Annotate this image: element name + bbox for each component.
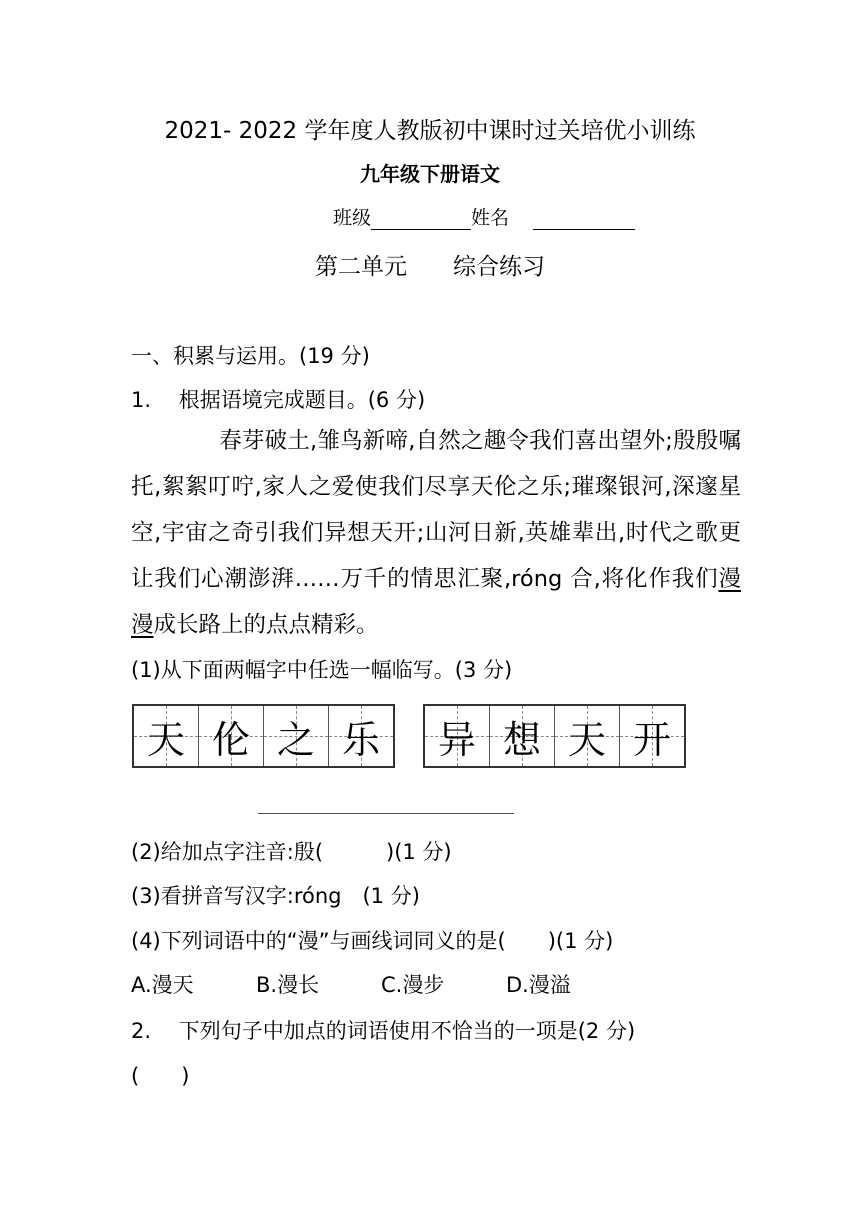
question-2-answer: ( ) bbox=[131, 1064, 190, 1088]
student-info-fields bbox=[333, 203, 635, 230]
sub-question-1: (1)从下面两幅字中任选一幅临写。(3 分) bbox=[131, 658, 513, 682]
class-label: 班级 bbox=[333, 207, 372, 229]
sub-question-2: (2)给加点字注音:殷( )(1 分) bbox=[131, 840, 452, 864]
unit-heading: 第二单元 综合练习 bbox=[315, 254, 545, 280]
document-subtitle: 九年级下册语文 bbox=[360, 162, 500, 186]
grid-cell: 想 bbox=[490, 706, 555, 766]
underlined-word: 漫漫 bbox=[131, 566, 741, 638]
grid-cell: 之 bbox=[264, 706, 329, 766]
question-1-title: 1. 根据语境完成题目。(6 分) bbox=[131, 388, 426, 412]
sub-question-3: (3)看拼音写汉字:róng (1 分) bbox=[131, 884, 420, 908]
option-d: D.漫溢 bbox=[506, 973, 571, 997]
document-title: 2021- 2022 学年度人教版初中课时过关培优小训练 bbox=[164, 118, 696, 144]
passage-text-end: 成长路上的点点精彩。 bbox=[153, 612, 379, 638]
grid-cell: 天 bbox=[555, 706, 620, 766]
grid-cell: 异 bbox=[425, 706, 490, 766]
options-row bbox=[131, 969, 571, 999]
grid-cell: 开 bbox=[620, 706, 684, 766]
option-c: C.漫步 bbox=[381, 973, 445, 997]
sub-question-4: (4)下列词语中的“漫”与画线词同义的是( )(1 分) bbox=[131, 929, 614, 953]
passage bbox=[131, 418, 741, 648]
copy-grid-2 bbox=[423, 704, 686, 768]
option-a: A.漫天 bbox=[131, 973, 194, 997]
grid-cell: 伦 bbox=[199, 706, 264, 766]
name-blank[interactable] bbox=[533, 207, 635, 230]
passage-text: 春芽破土,雏鸟新啼,自然之趣令我们喜出望外;殷殷嘱托,絮絮叮咛,家人之爱使我们尽享天伦之乐;璀璨银河,深邃星空,宇宙之奇引我们异想天开;山河日新,英雄辈出,时代之歌更让我们心潮澎湃……万千的情思汇聚,róng 合,将化作我们 bbox=[131, 428, 741, 592]
copy-grid-1 bbox=[132, 704, 395, 768]
answer-line[interactable] bbox=[258, 813, 514, 814]
question-2-title: 2. 下列句子中加点的词语使用不恰当的一项是(2 分) bbox=[131, 1019, 636, 1043]
name-label: 姓名 bbox=[471, 207, 510, 229]
grid-cell: 乐 bbox=[329, 706, 393, 766]
class-blank[interactable] bbox=[371, 207, 471, 230]
grid-cell: 天 bbox=[134, 706, 199, 766]
section-heading: 一、积累与运用。(19 分) bbox=[131, 344, 370, 368]
option-b: B.漫长 bbox=[256, 973, 320, 997]
